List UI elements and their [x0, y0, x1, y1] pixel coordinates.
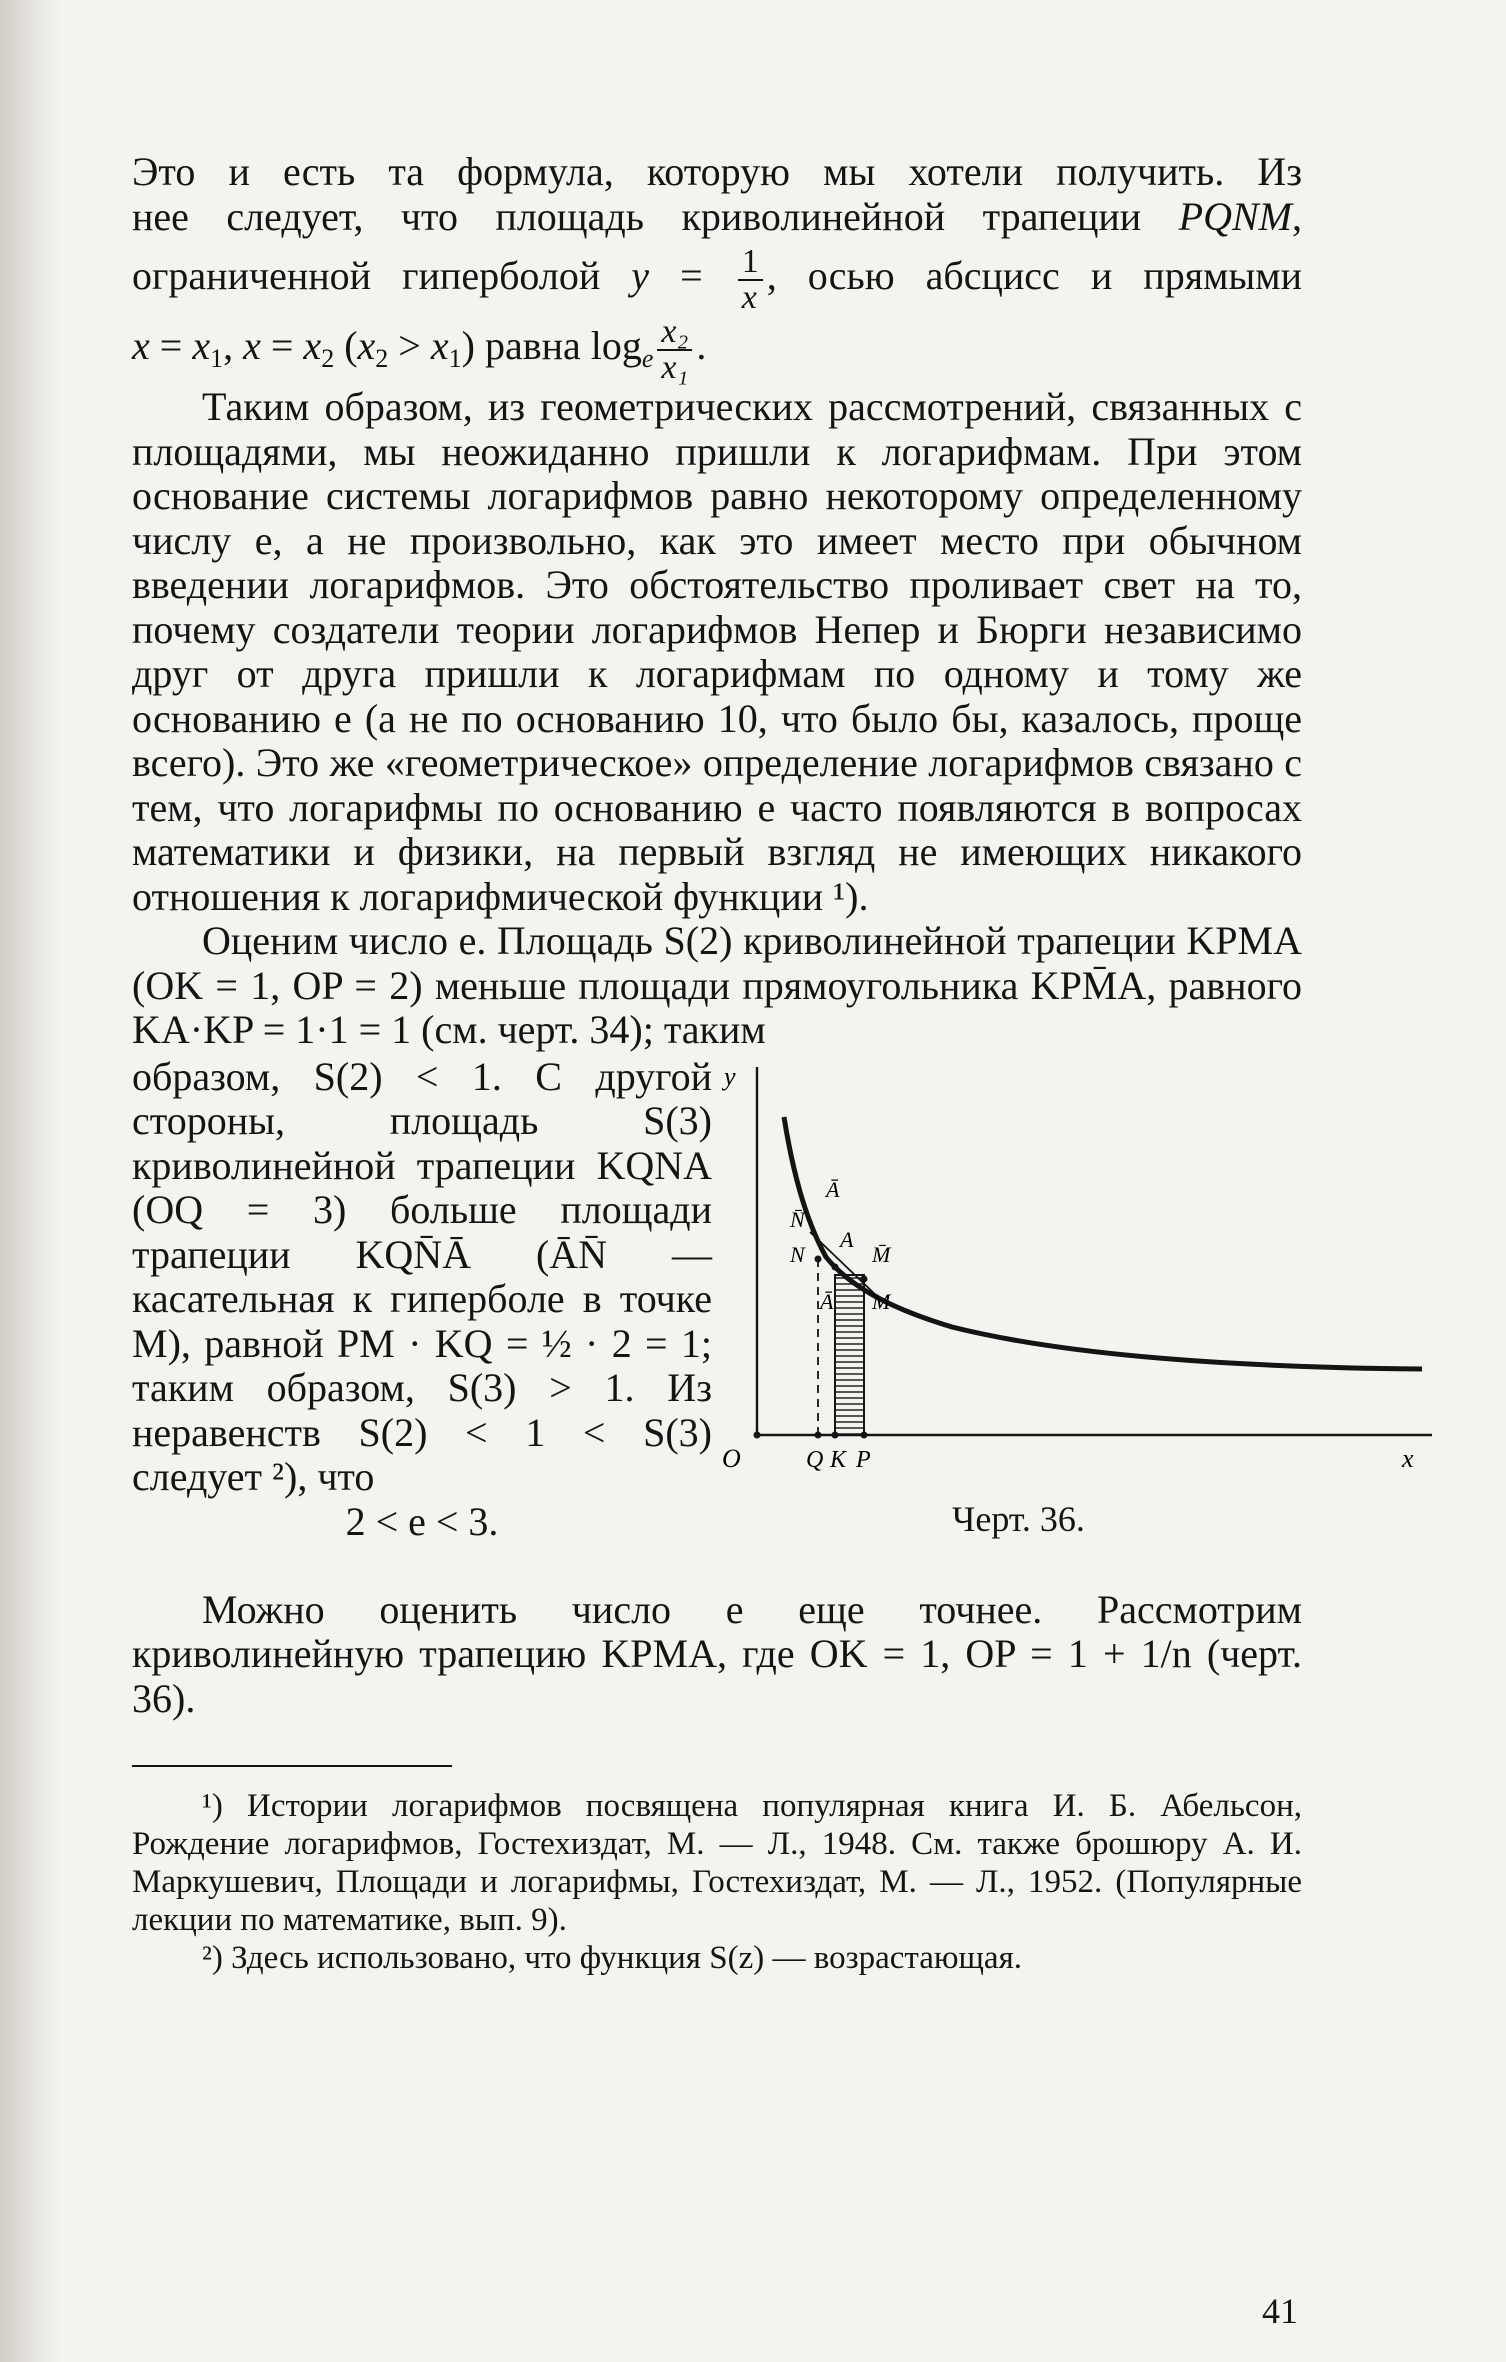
label-m: M [872, 1288, 891, 1314]
subscript: 2 [321, 344, 335, 374]
label-n: N [790, 1241, 805, 1267]
fraction-numerator: x₂ [657, 315, 692, 351]
label-q: Q [806, 1446, 824, 1473]
equals-sign: = [149, 323, 193, 369]
hatched-strip [835, 1275, 864, 1435]
para1-comma: , [1292, 193, 1302, 239]
subscript: 1 [448, 344, 462, 374]
var-x: x [243, 323, 261, 369]
label-p: P [856, 1446, 871, 1473]
trapezoid-name: PQNM [1178, 193, 1292, 239]
para1-line1 [132, 150, 1302, 195]
point-p [861, 1431, 868, 1438]
footnote-divider [132, 1765, 452, 1767]
paragraph-4: Можно оценить число e еще точнее. Рассмотрим криволинейную трапецию KPMA, где OK = 1, OP = 1 + 1/n (черт. 36). [132, 1586, 1302, 1721]
log-base: e [641, 344, 654, 374]
label-y: y [724, 1061, 736, 1091]
equals-sign: = [649, 253, 734, 299]
paren: ) [461, 323, 485, 369]
page-number: 41 [1262, 2291, 1298, 2331]
paragraph-2: Таким образом, из геометрических рассмотрений, связанных с площадями, мы неожиданно пришли к логарифмам. При этом основание системы логарифмов равно некоторому определенному числу e, а не произвольно, как это имеет место при обычном введении логарифмов. Это обстоятельство проливает свет на то, почему создатели теории логарифмов Непер и Бюрги независимо друг от друга пришли к логарифмам по одному и тому же основанию e (а не по основанию 10, что было бы, казалось, проще всего). Это же «геометрическое» определение логарифмов связано с тем, что логарифмы по основанию e часто появляются в вопросах математики и физики, на первый взгляд не имеющих никакого отношения к логарифмической функции ¹). [132, 384, 1302, 919]
comma: , [223, 323, 244, 369]
subscript: 1 [210, 344, 224, 374]
fraction-numerator: 1 [738, 245, 763, 281]
formula-line [132, 315, 1302, 385]
subscript: 2 [375, 344, 389, 374]
footnotes [132, 1787, 1302, 1977]
label-o: O [722, 1443, 741, 1473]
paren: ( [334, 323, 358, 369]
inequality-formula: 2 < e < 3. [345, 1498, 499, 1544]
label-a-bar-low: Ā [820, 1288, 834, 1314]
point-n [815, 1255, 822, 1262]
var-x: x [303, 323, 322, 369]
footnote-2: ²) Здесь использовано, что функция S(z) — возрастающая. [202, 1940, 1023, 1976]
point-m [861, 1275, 868, 1282]
equals-sign: = [260, 323, 304, 369]
point-k [832, 1431, 839, 1438]
para1-line1-text: Это и есть та формула, которую мы хотели получить. Из [132, 149, 1302, 194]
page-content [132, 149, 1414, 1977]
var-y: y [631, 253, 650, 299]
paragraph-3: Оценим число e. Площадь S(2) криволинейной трапеции KPMA (OK = 1, OP = 2) меньше площади прямоугольника KPM̄A, равного KA·KP = 1·1 = 1 (см. черт. 34); таким [132, 918, 1302, 1052]
period: . [696, 323, 707, 369]
point-a [832, 1263, 839, 1270]
footnote-1: ¹) Истории логарифмов посвящена популярная книга И. Б. Абельсон, Рождение логарифмов, Гостехиздат, М. — Л., 1948. См. также брошюру А. И. Маркушевич, Площади и логарифмы, Гостехиздат, М. — Л., 1952. (Популярные лекции по математике, вып. 9). [132, 1788, 1302, 1938]
page-binding-edge [0, 0, 62, 2362]
label-m-bar: M̄ [872, 1241, 891, 1267]
greater-sign: > [388, 323, 431, 369]
var-x: x [741, 279, 757, 316]
log-symbol: log [590, 323, 642, 369]
label-a-bar-top: Ā [826, 1176, 840, 1202]
var-x: x [132, 323, 150, 369]
para1-line3-text: ограниченной гиперболой [132, 253, 632, 299]
point-o [754, 1431, 761, 1438]
label-x: x [1402, 1443, 1414, 1473]
point-q [815, 1431, 822, 1438]
para1-line2 [132, 195, 1302, 240]
paragraph-3-wrapped [132, 1055, 712, 1545]
figure-36 [722, 1047, 1442, 1547]
label-k: K [830, 1446, 847, 1473]
para1-line3-tail: , осью абсцисс и прямыми [766, 253, 1302, 299]
fraction-denominator [738, 281, 763, 315]
figure-wrap-area [132, 1053, 1414, 1588]
word-ravna: равна [484, 323, 591, 369]
fraction-one-over-x [738, 245, 763, 315]
label-a: A [840, 1226, 854, 1252]
para1-line3 [132, 245, 1302, 315]
fraction-x2-over-x1 [657, 315, 692, 385]
hyperbola-diagram [722, 1047, 1442, 1487]
paragraph-3-continuation: образом, S(2) < 1. С другой стороны, площадь S(3) криволинейной трапеции KQNA (OQ = 3) больше площади трапеции KQN̄Ā (ĀN̄ — касательная к гиперболе в точке M), равной PM · KQ = ½ · 2 = 1; таким образом, S(3) > 1. Из неравенств S(2) < 1 < S(3) следует ²), что [132, 1053, 712, 1499]
figure-caption: Черт. 36. [952, 1498, 1085, 1539]
var-x: x [357, 323, 376, 369]
para1-line2-text: нее следует, что площадь криволинейной трапеции [132, 193, 1179, 239]
fraction-denominator: x₁ [661, 349, 689, 386]
var-x: x [430, 323, 449, 369]
var-x: x [192, 323, 211, 369]
label-n-bar: N̄ [790, 1206, 805, 1232]
